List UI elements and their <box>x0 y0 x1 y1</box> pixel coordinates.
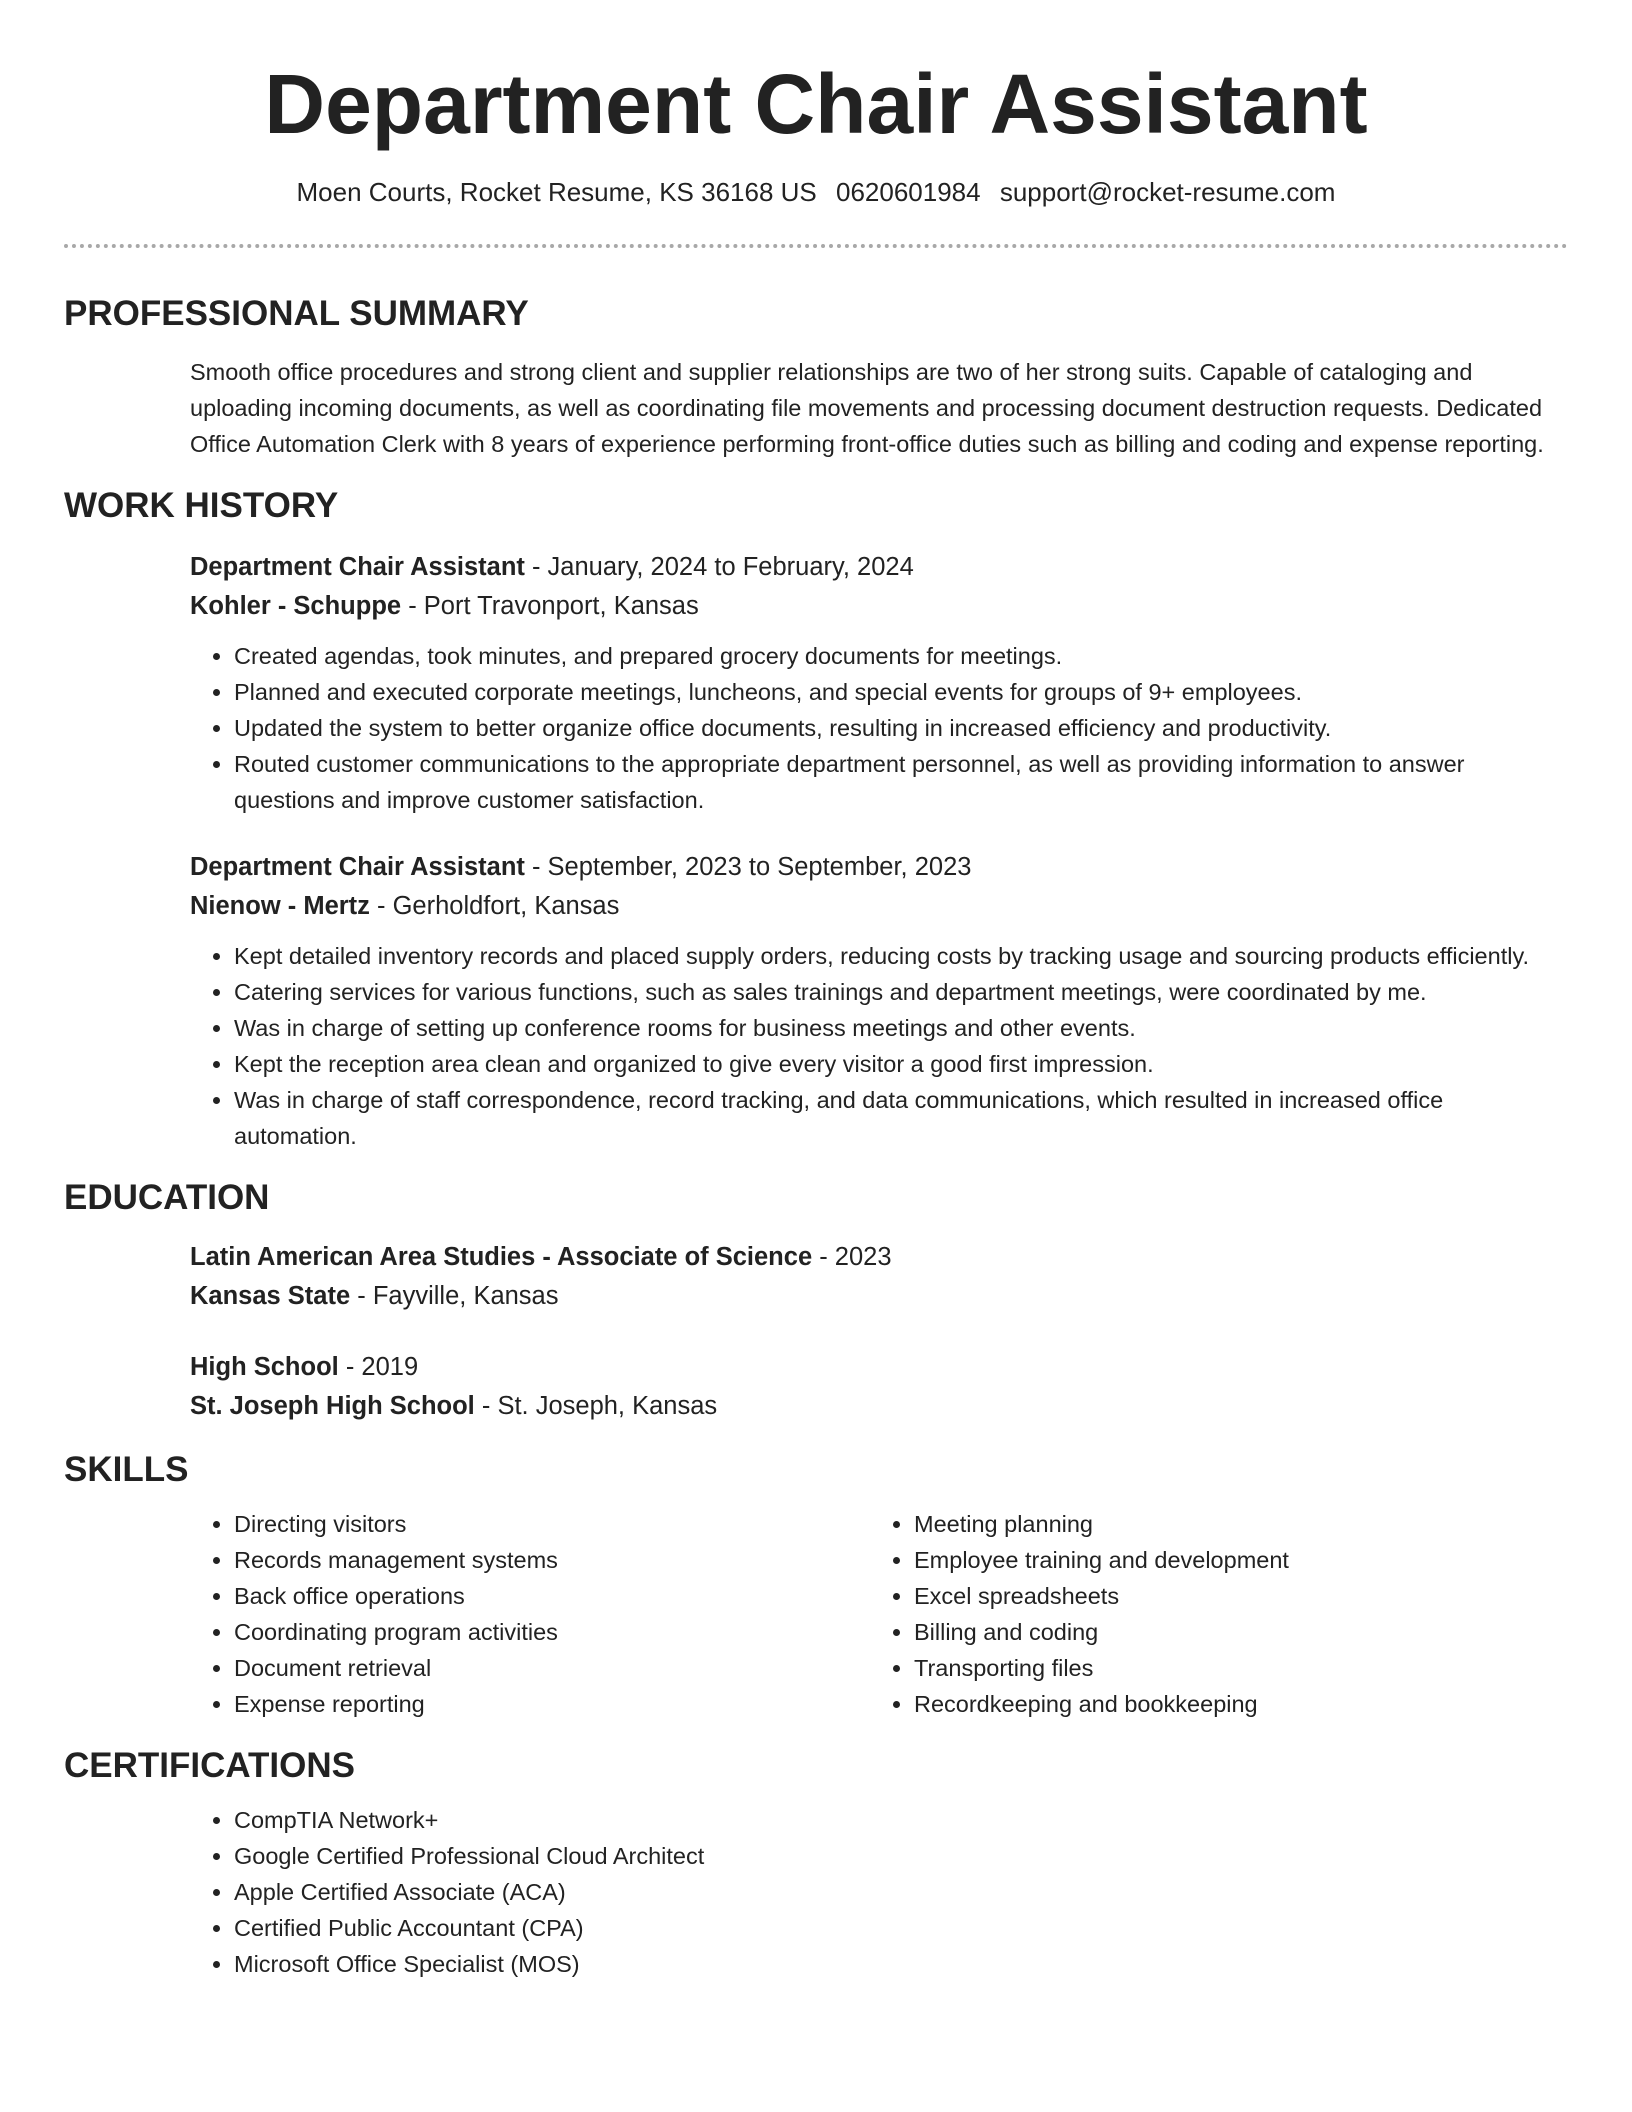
skills-section <box>0 1448 1632 1722</box>
education-location: - St. Joseph, Kansas <box>474 1392 718 1420</box>
education-entry <box>0 1238 1632 1316</box>
certification-item: • Google Certified Professional Cloud Architect <box>234 1838 1568 1874</box>
job-entry <box>0 548 1632 818</box>
education-school: St. Joseph High School <box>190 1392 475 1420</box>
work-history-section <box>0 484 1632 1154</box>
skill-item: • Meeting planning <box>914 1506 1550 1542</box>
job-bullets <box>190 938 1568 1154</box>
skill-item: • Document retrieval <box>234 1650 870 1686</box>
skill-item: • Directing visitors <box>234 1506 870 1542</box>
education-degree: Latin American Area Studies - Associate of Science <box>190 1243 813 1271</box>
job-title-line <box>190 848 1568 887</box>
contact-line <box>0 175 1632 209</box>
candidate-name: Department Chair Assistant <box>264 57 1368 151</box>
skill-item: • Expense reporting <box>234 1686 870 1722</box>
job-location: - Gerholdfort, Kansas <box>369 892 620 920</box>
summary-heading: PROFESSIONAL SUMMARY <box>64 294 529 333</box>
contact-phone: 0620601984 <box>836 177 981 207</box>
job-bullet: • Was in charge of staff correspondence, record tracking, and data communications, which resulted in increased office automation. <box>234 1082 1568 1154</box>
job-dates: - September, 2023 to September, 2023 <box>524 853 972 881</box>
education-entry <box>0 1348 1632 1426</box>
education-school-line <box>190 1277 1568 1316</box>
skill-item: • Coordinating program activities <box>234 1614 870 1650</box>
job-company-line <box>190 587 1568 626</box>
certifications-section <box>0 1744 1632 1982</box>
education-school: Kansas State <box>190 1282 351 1310</box>
job-role: Department Chair Assistant <box>190 553 525 581</box>
skill-item: • Excel spreadsheets <box>914 1578 1550 1614</box>
skills-column-left <box>190 1506 870 1722</box>
job-dates: - January, 2024 to February, 2024 <box>524 553 914 581</box>
contact-address: Moen Courts, Rocket Resume, KS 36168 US <box>296 177 817 207</box>
skill-item: • Billing and coding <box>914 1614 1550 1650</box>
skill-item: • Back office operations <box>234 1578 870 1614</box>
education-degree-line <box>190 1348 1568 1387</box>
education-heading: EDUCATION <box>64 1178 270 1217</box>
certifications-list <box>190 1802 1568 1982</box>
job-bullet: • Catering services for various functions, such as sales trainings and department meetings, were coordinated by me. <box>234 974 1568 1010</box>
skill-item: • Employee training and development <box>914 1542 1550 1578</box>
job-title-line <box>190 548 1568 587</box>
skills-column-right <box>870 1506 1550 1722</box>
job-bullet: • Created agendas, took minutes, and prepared grocery documents for meetings. <box>234 638 1568 674</box>
job-company: Nienow - Mertz <box>190 892 370 920</box>
education-section <box>0 1176 1632 1426</box>
education-degree-line <box>190 1238 1568 1277</box>
job-bullet: • Was in charge of setting up conference rooms for business meetings and other events. <box>234 1010 1568 1046</box>
certification-item: • Certified Public Accountant (CPA) <box>234 1910 1568 1946</box>
education-year: - 2019 <box>338 1353 419 1381</box>
job-company: Kohler - Schuppe <box>190 592 402 620</box>
job-bullet: • Updated the system to better organize office documents, resulting in increased efficiency and productivity. <box>234 710 1568 746</box>
skill-item: • Records management systems <box>234 1542 870 1578</box>
job-bullet: • Planned and executed corporate meetings, luncheons, and special events for groups of 9+ employees. <box>234 674 1568 710</box>
job-role: Department Chair Assistant <box>190 853 525 881</box>
certification-item: • Apple Certified Associate (ACA) <box>234 1874 1568 1910</box>
skills-list <box>870 1506 1550 1722</box>
summary-section <box>0 292 1632 462</box>
education-location: - Fayville, Kansas <box>350 1282 559 1310</box>
job-company-line <box>190 887 1568 926</box>
job-entry <box>0 848 1632 1154</box>
summary-text: Smooth office procedures and strong client and supplier relationships are two of her strong suits. Capable of cataloging and uploading incoming documents, as well as coordinating file movements and processing document destruction requests. Dedicated Office Automation Clerk with 8 years of experience performing front-office duties such as billing and coding and expense reporting. <box>190 359 1544 457</box>
job-bullet: • Kept the reception area clean and organized to give every visitor a good first impression. <box>234 1046 1568 1082</box>
contact-email: support@rocket-resume.com <box>999 177 1336 207</box>
certification-item: • Microsoft Office Specialist (MOS) <box>234 1946 1568 1982</box>
job-bullets <box>190 638 1568 818</box>
job-bullet: • Routed customer communications to the appropriate department personnel, as well as providing information to answer questions and improve customer satisfaction. <box>234 746 1568 818</box>
skill-item: • Transporting files <box>914 1650 1550 1686</box>
certification-item: • CompTIA Network+ <box>234 1802 1568 1838</box>
work-history-heading: WORK HISTORY <box>64 486 339 525</box>
education-school-line <box>190 1387 1568 1426</box>
education-degree: High School <box>190 1353 339 1381</box>
skill-item: • Recordkeeping and bookkeeping <box>914 1686 1550 1722</box>
certifications-heading: CERTIFICATIONS <box>64 1746 356 1785</box>
skills-grid <box>0 1506 1632 1722</box>
job-bullet: • Kept detailed inventory records and placed supply orders, reducing costs by tracking usage and sourcing products efficiently. <box>234 938 1568 974</box>
header-divider <box>64 244 1568 248</box>
resume-header <box>0 0 1632 209</box>
skills-list <box>190 1506 870 1722</box>
skills-heading: SKILLS <box>64 1450 189 1489</box>
job-location: - Port Travonport, Kansas <box>401 592 699 620</box>
education-year: - 2023 <box>812 1243 892 1271</box>
